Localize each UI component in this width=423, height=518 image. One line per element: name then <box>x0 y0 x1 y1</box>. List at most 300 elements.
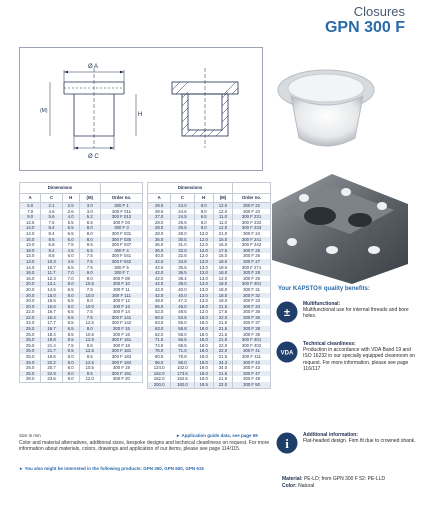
technical-drawing <box>19 47 263 171</box>
table-cell: 300 F 27 <box>233 259 271 265</box>
table-cell: 9.5 <box>79 242 100 248</box>
table-cell: 300 F 271 <box>233 265 271 271</box>
table-cell: 300 F 191 <box>100 371 142 377</box>
table-cell: 10.5 <box>79 332 100 338</box>
table-cell: 6.5 <box>62 309 79 315</box>
table-cell: 13.0 <box>194 281 213 287</box>
table-cell: 300 F 141 <box>100 315 142 321</box>
benefit-technical-cleanliness: VDA Technical cleanliness: Production in accordance with VDA Band 19 and ISO 16232 in our specially equipped cleanroom on request. For more information, please see page 116/117 <box>276 341 416 403</box>
table-cell: 18.0 <box>213 259 232 265</box>
table-cell: 300 F 28 <box>233 270 271 276</box>
table-cell: 20.0 <box>20 281 41 287</box>
table-cell: 63.0 <box>148 326 171 332</box>
table-cell: 102.0 <box>171 365 194 371</box>
table-cell: 300 F 411 <box>233 354 271 360</box>
table-cell: 6.5 <box>62 298 79 304</box>
table-cell: 300 F 041 <box>100 253 142 259</box>
table-cell: 8.6 <box>41 237 62 243</box>
table-cell: 10.3 <box>41 259 62 265</box>
table-cell: 42.0 <box>148 265 171 271</box>
product-title: GPN 300 F <box>324 19 405 36</box>
table-cell: 66.5 <box>171 337 194 343</box>
table-cell: 4.5 <box>62 248 79 254</box>
table-cell: 17.5 <box>213 248 232 254</box>
table-cell: 21.5 <box>213 376 232 382</box>
table-cell: 7.0 <box>20 209 41 215</box>
table-cell: 8.0 <box>79 326 100 332</box>
table-cell: 34.8 <box>171 259 194 265</box>
table-cell: 36.0 <box>148 248 171 254</box>
table-cell: 15.0 <box>213 253 232 259</box>
dim-m-label: (M) <box>40 108 48 114</box>
table-cell: 25.0 <box>20 343 41 349</box>
table-cell: 25.0 <box>20 360 41 366</box>
table-cell: 24.5 <box>171 214 194 220</box>
table-cell: 8.0 <box>62 281 79 287</box>
table-cell: 52.0 <box>148 309 171 315</box>
table-cell: 6.0 <box>62 253 79 259</box>
table-cell: 8.0 <box>62 360 79 366</box>
table-cell: 6.5 <box>62 287 79 293</box>
table-cell: 36.5 <box>171 270 194 276</box>
application-guide-link[interactable]: ► Application guide data, see page 59 <box>176 433 258 438</box>
table-cell: 11.0 <box>213 220 232 226</box>
table-cell: 300 F 35 <box>233 309 271 315</box>
table-cell: 86.0 <box>171 360 194 366</box>
table-cell: 18.0 <box>213 293 232 299</box>
col-c-header: C <box>41 194 62 203</box>
table-cell: 12.0 <box>194 248 213 254</box>
table-cell: 62.0 <box>148 332 171 338</box>
table-cell: 300 F 18 <box>100 343 142 349</box>
table-cell: 300 F 031 <box>100 231 142 237</box>
table-cell: 8.0 <box>62 365 79 371</box>
multifunctional-icon <box>276 301 298 323</box>
table-cell: 182.0 <box>171 382 194 388</box>
table-cell: 5.6 <box>41 214 62 220</box>
table-cell: 36.0 <box>148 237 171 243</box>
table-cell: 20.0 <box>20 287 41 293</box>
table-cell: 31.0 <box>171 242 194 248</box>
table-cell: 13.0 <box>194 293 213 299</box>
table-cell: 300 F 13 <box>100 304 142 310</box>
table-cell: 7.5 <box>79 259 100 265</box>
table-cell: 19.6 <box>41 354 62 360</box>
table-cell: 3.0 <box>79 209 100 215</box>
table-cell: 7.5 <box>79 309 100 315</box>
table-cell: 14.0 <box>20 265 41 271</box>
table-cell: 80.0 <box>148 354 171 360</box>
table-cell: 300 F 142 <box>100 320 142 326</box>
table-cell: 39.0 <box>171 281 194 287</box>
dimensions-table-left <box>19 182 143 383</box>
table-cell: 22.0 <box>213 315 232 321</box>
svg-text:VDA: VDA <box>280 350 294 357</box>
table-cell: 18.0 <box>213 298 232 304</box>
table-cell: 25.0 <box>20 354 41 360</box>
table-cell: 300 F 36 <box>233 315 271 321</box>
table-cell: 18.0 <box>194 326 213 332</box>
table-cell: 7.5 <box>62 343 79 349</box>
table-cell: 7.5 <box>79 287 100 293</box>
info-icon <box>276 432 298 454</box>
table-cell: 9.0 <box>62 376 79 382</box>
table-cell: 18.0 <box>194 315 213 321</box>
table-row <box>20 376 143 382</box>
table-cell: 74.0 <box>148 343 171 349</box>
col-order-header: Order no. <box>100 194 142 203</box>
table-cell: 42.0 <box>148 287 171 293</box>
table-cell: 300 F 301 <box>233 281 271 287</box>
table-cell: 36.0 <box>148 242 171 248</box>
table-cell: 8.5 <box>62 337 79 343</box>
table-cell: 28.0 <box>148 225 171 231</box>
table-cell: 55.8 <box>171 326 194 332</box>
table-cell: 300 F 42 <box>233 360 271 366</box>
table-cell: 300 F 4 <box>100 248 142 254</box>
table-cell: 19.5 <box>194 382 213 388</box>
table-cell: 300 F 03 <box>100 220 142 226</box>
table-cell: 300 F 161 <box>100 337 142 343</box>
table-cell: 6.5 <box>79 220 100 226</box>
col-h-header: H <box>194 194 213 203</box>
table-cell: 9.5 <box>79 354 100 360</box>
table-cell: 21.5 <box>213 354 232 360</box>
table-cell: 15.6 <box>41 304 62 310</box>
table-cell: 7.0 <box>62 276 79 282</box>
dimensions-table-right <box>147 182 271 389</box>
table-cell: 300 F 23 <box>233 209 271 215</box>
table-cell: 21.0 <box>213 231 232 237</box>
table-cell: 300 F 25 <box>233 248 271 254</box>
table-cell: 40.0 <box>171 287 194 293</box>
related-products-link[interactable]: ► You also might be interested in the following products: GPN 350, GPN 600, GPN 615 <box>19 466 204 471</box>
table-cell: 9.5 <box>79 371 100 377</box>
table-cell: 2.1 <box>41 203 62 209</box>
table-cell: 300 F 5 <box>100 265 142 271</box>
table-cell: 22.0 <box>20 320 41 326</box>
table-cell: 22.2 <box>41 360 62 366</box>
table-cell: 25.0 <box>20 337 41 343</box>
table-cell: 12.5 <box>79 337 100 343</box>
table-cell: 13.0 <box>20 253 41 259</box>
table-cell: 21.5 <box>213 332 232 338</box>
table-cell: 300 F 47 <box>233 371 271 377</box>
size-unit-note: Size in mm <box>19 433 41 438</box>
table-cell: 12.5 <box>79 320 100 326</box>
table-cell: 13.1 <box>41 281 62 287</box>
col-order-header: Order no. <box>233 194 271 203</box>
table-cell: 12.0 <box>79 376 100 382</box>
table-cell: 8.4 <box>41 225 62 231</box>
table-cell: 22.8 <box>41 371 62 377</box>
table-cell: 300 F 242 <box>233 242 271 248</box>
table-cell: 13.0 <box>194 270 213 276</box>
table-cell: 13.0 <box>20 242 41 248</box>
table-cell: 17.5 <box>213 309 232 315</box>
table-cell: 13.0 <box>194 276 213 282</box>
table-cell: 18.0 <box>213 265 232 271</box>
table-cell: 30.5 <box>171 237 194 243</box>
table-cell: 6.5 <box>62 326 79 332</box>
table-cell: 13.0 <box>194 287 213 293</box>
table-cell: 200.0 <box>148 382 171 388</box>
table-cell: 300 F 50 <box>233 382 271 388</box>
table-cell: 20.0 <box>20 293 41 299</box>
table-cell: 300 F 241 <box>233 237 271 243</box>
table-cell: 24.6 <box>171 209 194 215</box>
table-cell: 56.0 <box>148 304 171 310</box>
table-cell: 18.0 <box>194 348 213 354</box>
table-cell: 300 F 181 <box>100 348 142 354</box>
table-cell: 300 F 29 <box>233 276 271 282</box>
table-cell: 8.0 <box>194 220 213 226</box>
table-cell: 12.0 <box>213 225 232 231</box>
table-cell: 7.5 <box>79 253 100 259</box>
table-cell: 48.5 <box>171 309 194 315</box>
table-cell: 300 F 011 <box>100 209 142 215</box>
table-cell: 6.5 <box>194 214 213 220</box>
table-cell: 12.0 <box>194 231 213 237</box>
table-cell: 300 F 3 <box>100 225 142 231</box>
table-cell: 300 F 111 <box>100 293 142 299</box>
table-cell: 42.0 <box>148 270 171 276</box>
col-m-header: (M) <box>79 194 100 203</box>
svg-text:±: ± <box>283 307 291 319</box>
table-cell: 300 F 43 <box>233 365 271 371</box>
table-cell: 19.8 <box>41 337 62 343</box>
table-cell: 300 F 24 <box>233 231 271 237</box>
table-cell: 11.7 <box>41 270 62 276</box>
table-cell: 10.7 <box>41 265 62 271</box>
table-cell: 300 F 233 <box>233 225 271 231</box>
table-cell: 32.8 <box>171 253 194 259</box>
table-cell: 300 F 401 <box>233 337 271 343</box>
table-cell: 14.0 <box>20 231 41 237</box>
table-cell: 300 F 26 <box>233 253 271 259</box>
table-cell: 42.0 <box>148 259 171 265</box>
table-cell: 18.0 <box>194 360 213 366</box>
table-cell: 15.6 <box>41 298 62 304</box>
table-cell: 18.0 <box>20 248 41 254</box>
table-cell: 7.0 <box>62 270 79 276</box>
table-cell: 28.0 <box>148 231 171 237</box>
table-cell: 18.0 <box>213 281 232 287</box>
table-cell: 18.0 <box>194 304 213 310</box>
dim-h-label: H <box>138 112 143 118</box>
table-cell: 8.0 <box>79 225 100 231</box>
table-cell: 12.0 <box>194 253 213 259</box>
table-cell: 12.0 <box>213 209 232 215</box>
table-cell: 16.0 <box>20 237 41 243</box>
table-cell: 34.3 <box>213 360 232 366</box>
table-cell: 5.5 <box>62 265 79 271</box>
table-cell: 124.0 <box>148 365 171 371</box>
section-title: Closures <box>353 4 405 19</box>
table-cell: 17.7 <box>41 320 62 326</box>
table-cell: 300 F 38 <box>233 326 271 332</box>
table-cell: 4.5 <box>62 259 79 265</box>
table-cell: 19.0 <box>194 365 213 371</box>
table-cell: 300 F 33 <box>233 298 271 304</box>
table-cell: 7.5 <box>79 315 100 321</box>
table-cell: 22.0 <box>213 343 232 349</box>
table-cell: 9.0 <box>194 209 213 215</box>
table-cell: 18.0 <box>194 371 213 377</box>
table-cell: 20.0 <box>20 304 41 310</box>
table-cell: 7.5 <box>79 265 100 271</box>
table-cell: 300 F 22 <box>233 203 271 209</box>
table-cell: 10.5 <box>79 281 100 287</box>
table-cell: 20.7 <box>41 365 62 371</box>
table-cell: 5.0 <box>20 203 41 209</box>
table-cell: 42.0 <box>148 281 171 287</box>
table-cell: 300 F 232 <box>233 220 271 226</box>
benefit-multifunctional: ± Multifunctional: Multifunctional use for internal threads and bore holes. <box>276 301 416 331</box>
benefits-title: Your KAPSTO® quality benefits: <box>278 286 370 292</box>
table-cell: 300 F 32 <box>233 293 271 299</box>
table-cell: 7.5 <box>62 242 79 248</box>
table-cell: 300 F 14 <box>100 309 142 315</box>
table-cell: 8.0 <box>79 231 100 237</box>
table-cell: 10.0 <box>79 304 100 310</box>
dim-a-label: Ø A <box>88 64 99 70</box>
table-cell: 18.0 <box>194 343 213 349</box>
table-cell: 12.5 <box>79 348 100 354</box>
table-cell: 20.0 <box>20 298 41 304</box>
table-cell: 18.0 <box>194 337 213 343</box>
vda-cleanliness-icon <box>276 341 298 363</box>
table-cell: 34.0 <box>213 365 232 371</box>
table-cell: 21.5 <box>213 326 232 332</box>
table-cell: 9.0 <box>79 270 100 276</box>
table-cell: 25.0 <box>20 332 41 338</box>
table-cell: 300 F 31 <box>233 287 271 293</box>
table-cell: 16.4 <box>41 315 62 321</box>
table-cell: 28.0 <box>20 376 41 382</box>
table-cell: 8.0 <box>62 354 79 360</box>
table-cell: 300 F 34 <box>233 304 271 310</box>
table-cell: 173.5 <box>171 371 194 377</box>
table-cell: 18.0 <box>194 320 213 326</box>
table-cell: 42.0 <box>148 293 171 299</box>
table-cell: 15.0 <box>213 237 232 243</box>
table-cell: 53.5 <box>171 315 194 321</box>
table-cell: 9.0 <box>194 225 213 231</box>
table-cell: 4.0 <box>62 214 79 220</box>
table-cell: 38.4 <box>171 276 194 282</box>
table-cell: 14.6 <box>41 287 62 293</box>
table-row <box>148 382 271 388</box>
table-cell: 5.5 <box>62 220 79 226</box>
table-cell: 9.5 <box>79 343 100 349</box>
table-cell: 15.0 <box>41 293 62 299</box>
table-cell: 42.0 <box>148 276 171 282</box>
table-cell: 9.2 <box>41 248 62 254</box>
material-info: Material: PE-LD; from GPN 300 F 52: PE-LLD Color: Natural <box>282 476 386 489</box>
table-cell: 6.5 <box>62 231 79 237</box>
table-cell: 8.0 <box>62 304 79 310</box>
table-cell: 63.0 <box>148 320 171 326</box>
table-cell: 18.0 <box>213 270 232 276</box>
table-cell: 300 F 16 <box>100 332 142 338</box>
table-cell: 162.0 <box>148 371 171 377</box>
table-cell: 300 F 39 <box>233 332 271 338</box>
table-cell: 8.8 <box>41 253 62 259</box>
table-cell: 14.0 <box>20 225 41 231</box>
table-cell: 6.5 <box>79 248 100 254</box>
table-cell: 13.0 <box>194 265 213 271</box>
table-cell: 47.3 <box>171 298 194 304</box>
table-cell: 18.4 <box>41 332 62 338</box>
table-cell: 18.0 <box>213 287 232 293</box>
col-m-header: (M) <box>213 194 232 203</box>
application-photo <box>262 164 410 284</box>
table-cell: 60.0 <box>148 315 171 321</box>
table-cell: 300 F 10 <box>100 281 142 287</box>
table-cell: 9.0 <box>20 214 41 220</box>
table-cell: 300 F 035 <box>100 237 142 243</box>
table-cell: 300 F 042 <box>100 259 142 265</box>
table-cell: 162.0 <box>148 376 171 382</box>
table-cell: 28.0 <box>148 220 171 226</box>
table-cell: 6.8 <box>41 242 62 248</box>
table-cell: 40.0 <box>148 253 171 259</box>
table-cell: 21.5 <box>213 320 232 326</box>
col-a-header: A <box>148 194 171 203</box>
table-cell: 12.0 <box>194 309 213 315</box>
table-cell: 27.0 <box>148 214 171 220</box>
table-cell: 22.0 <box>213 382 232 388</box>
col-a-header: A <box>20 194 41 203</box>
table-cell: 5.2 <box>79 214 100 220</box>
table-cell: 35.5 <box>171 265 194 271</box>
table-cell: 300 F 012 <box>100 214 142 220</box>
table-cell: 23.6 <box>41 376 62 382</box>
table-cell: 16.0 <box>20 276 41 282</box>
table-cell: 13.0 <box>20 259 41 265</box>
table-cell: 8.0 <box>79 298 100 304</box>
table-cell: 13.0 <box>194 259 213 265</box>
table-cell: 75.8 <box>171 354 194 360</box>
table-cell: 300 F 402 <box>233 343 271 349</box>
table-cell: 24.0 <box>171 203 194 209</box>
table-cell: 16.0 <box>213 242 232 248</box>
table-cell: 6.5 <box>62 225 79 231</box>
table-cell: 32.0 <box>171 248 194 254</box>
table-cell: 300 F 20 <box>100 376 142 382</box>
table-cell: 71.5 <box>148 337 171 343</box>
table-cell: 12.5 <box>20 220 41 226</box>
table-cell: 8.5 <box>62 320 79 326</box>
table-cell: 76.0 <box>148 348 171 354</box>
table-cell: 25.0 <box>20 371 41 377</box>
table-cell: 300 F 08 <box>100 276 142 282</box>
table-cell: 22.0 <box>20 309 41 315</box>
table-cell: 4.6 <box>41 209 62 215</box>
table-cell: 28.0 <box>171 231 194 237</box>
table-cell: 21.7 <box>41 348 62 354</box>
table-cell: 7.5 <box>41 220 62 226</box>
table-cell: 22.0 <box>20 315 41 321</box>
table-cell: 16.7 <box>41 326 62 332</box>
table-cell: 58.0 <box>171 332 194 338</box>
table-cell: 25.5 <box>171 220 194 226</box>
table-cell: 25.0 <box>20 365 41 371</box>
table-cell: 12.0 <box>194 237 213 243</box>
table-cell: 48.0 <box>148 298 171 304</box>
table-cell: 2.5 <box>62 203 79 209</box>
